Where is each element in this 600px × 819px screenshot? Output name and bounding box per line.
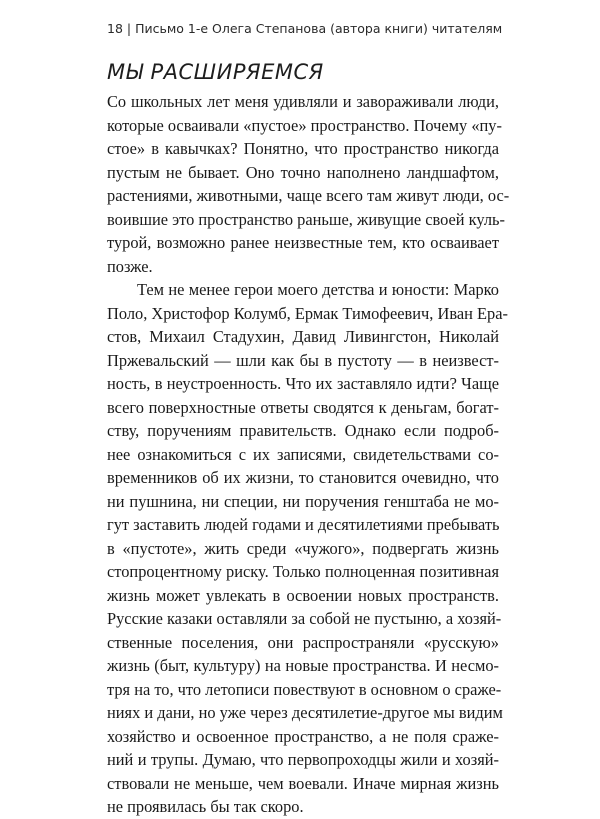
text-line: воившие это пространство раньше, живущие своей куль-	[107, 209, 505, 229]
text-line: ственные поселения, они распространяли «русскую»	[107, 632, 499, 652]
body-text	[107, 90, 510, 819]
text-line: стопроцентному риску. Только полноценная позитивная	[107, 562, 499, 581]
text-line: которые осваивали «пустое» пространство. Почему «пу-	[107, 115, 502, 135]
text-line: гут заставить людей годами и десятилетиями пребывать	[107, 515, 500, 534]
text-line: в «пустоте», жить среди «чужого», подвергать жизнь	[107, 538, 499, 558]
text-line: всего поверхностные ответы сводятся к деньгам, богат-	[107, 397, 499, 417]
text-line: стое» в кавычках? Понятно, что пространство никогда	[107, 139, 499, 158]
text-line: ний и трупы. Думаю, что первопроходцы жили и хозяй-	[107, 750, 499, 769]
text-line: ниях и дани, но уже через десятилетие-другое мы видим	[107, 703, 503, 722]
text-line: растениями, животными, чаще всего там живут люди, ос-	[107, 186, 510, 205]
text-line: ни пушнина, ни специи, ни поручения генштаба не мо-	[107, 491, 499, 511]
text-line: тря на то, что летописи повествуют в основном о сраже-	[107, 679, 502, 699]
text-line: не проявилась бы так скоро.	[107, 797, 304, 816]
chapter-heading: МЫ РАСШИРЯЕМСЯ	[107, 60, 324, 84]
text-line: позже.	[107, 256, 153, 276]
text-line: Русские казаки оставляли за собой не пустыню, а хозяй-	[107, 609, 502, 628]
text-line: пустым не бывает. Оно точно наполнено ландшафтом,	[107, 162, 499, 182]
text-line: жизнь может увлекать в освоении новых пространств.	[107, 585, 499, 605]
text-line: Поло, Христофор Колумб, Ермак Тимофеевич, Иван Ера-	[107, 303, 508, 323]
text-line: хозяйство и освоенное пространство, а не поля сраже-	[107, 726, 499, 746]
text-line: турой, возможно ранее неизвестные тем, кто осваивает	[107, 233, 499, 252]
text-line: временников об их жизни, то становится очевидно, что	[107, 468, 499, 487]
text-line: стов, Михаил Стадухин, Давид Ливингстон, Николай	[107, 327, 499, 346]
running-head: 18 | Письмо 1-е Олега Степанова (автора книги) читателям	[107, 21, 503, 36]
text-line: ность, в неустроенность. Что их заставляло идти? Чаще	[107, 374, 499, 393]
text-line: нее ознакомиться с их записями, свидетельствами со-	[107, 444, 499, 464]
text-line: ствовали не меньше, чем воевали. Иначе мирная жизнь	[107, 773, 499, 793]
text-line: ству, поручениям правительств. Однако если подроб-	[107, 421, 499, 440]
text-line: Со школьных лет меня удивляли и завораживали люди,	[107, 92, 499, 111]
text-line: жизнь (быт, культуру) на новые пространства. И несмо-	[107, 656, 499, 675]
text-line: Тем не менее герои моего детства и юности: Марко	[137, 280, 499, 299]
text-line: Пржевальский — шли как бы в пустоту — в неизвест-	[107, 350, 499, 370]
